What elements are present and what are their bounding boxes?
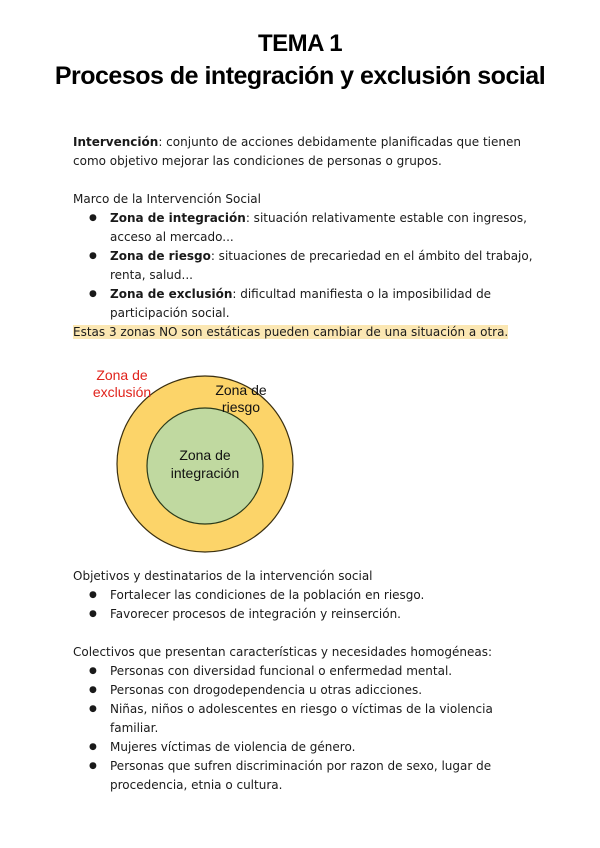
objetivos-heading: Objetivos y destinatarios de la intervención social bbox=[73, 569, 373, 583]
label-exclusion-1: Zona de bbox=[96, 367, 148, 383]
marco-item-term: Zona de riesgo bbox=[110, 249, 211, 263]
marco-item-integracion bbox=[73, 209, 533, 247]
marco-item-exclusion bbox=[73, 285, 533, 323]
highlighted-note: Estas 3 zonas NO son estáticas pueden cambiar de una situación a otra. bbox=[73, 325, 509, 339]
label-exclusion-2: exclusión bbox=[92, 384, 152, 400]
list-item: ● Personas con drogodependencia u otras adicciones. bbox=[73, 681, 533, 700]
page-title: TEMA 1 bbox=[257, 30, 343, 57]
marco-item-text: : situación relativamente estable con ingresos, acceso al mercado... bbox=[110, 211, 527, 244]
objetivos-list bbox=[73, 586, 533, 624]
marco-item-text: : situaciones de precariedad en el ámbito del trabajo, renta, salud... bbox=[110, 249, 533, 282]
list-item: ● Personas con diversidad funcional o enfermedad mental. bbox=[73, 662, 533, 681]
intervencion-term: Intervención bbox=[73, 135, 159, 149]
list-item: ● Favorecer procesos de integración y reinserción. bbox=[73, 605, 533, 624]
zones-diagram bbox=[85, 360, 325, 560]
colectivos-section bbox=[73, 643, 533, 795]
list-item: ● Mujeres víctimas de violencia de género. bbox=[73, 738, 533, 757]
marco-section bbox=[73, 190, 533, 342]
intervencion-definition: : conjunto de acciones debidamente planificadas que tienen como objetivo mejorar las condiciones de personas o grupos. bbox=[73, 135, 521, 168]
objetivos-section bbox=[73, 567, 533, 624]
page-subtitle: Procesos de integración y exclusión social bbox=[54, 62, 546, 90]
list-item: ● Niñas, niños o adolescentes en riesgo o víctimas de la violencia familiar. bbox=[73, 700, 533, 738]
marco-item-riesgo bbox=[73, 247, 533, 285]
list-item: ● Fortalecer las condiciones de la población en riesgo. bbox=[73, 586, 533, 605]
marco-item-term: Zona de integración bbox=[110, 211, 246, 225]
intervencion-paragraph bbox=[73, 133, 533, 171]
label-integracion-1: Zona de bbox=[179, 447, 231, 463]
marco-heading: Marco de la Intervención Social bbox=[73, 192, 261, 206]
list-item: ● Personas que sufren discriminación por razon de sexo, lugar de procedencia, etnia o cultura. bbox=[73, 757, 533, 795]
label-riesgo-2: riesgo bbox=[221, 399, 261, 415]
marco-item-term: Zona de exclusión bbox=[110, 287, 233, 301]
marco-item-text: : dificultad manifiesta o la imposibilidad de participación social. bbox=[110, 287, 492, 320]
label-riesgo-1: Zona de bbox=[215, 382, 267, 398]
colectivos-list bbox=[73, 662, 533, 795]
label-integracion-2: integración bbox=[170, 465, 240, 481]
marco-list bbox=[73, 209, 533, 323]
colectivos-heading: Colectivos que presentan características y necesidades homogéneas: bbox=[73, 645, 493, 659]
